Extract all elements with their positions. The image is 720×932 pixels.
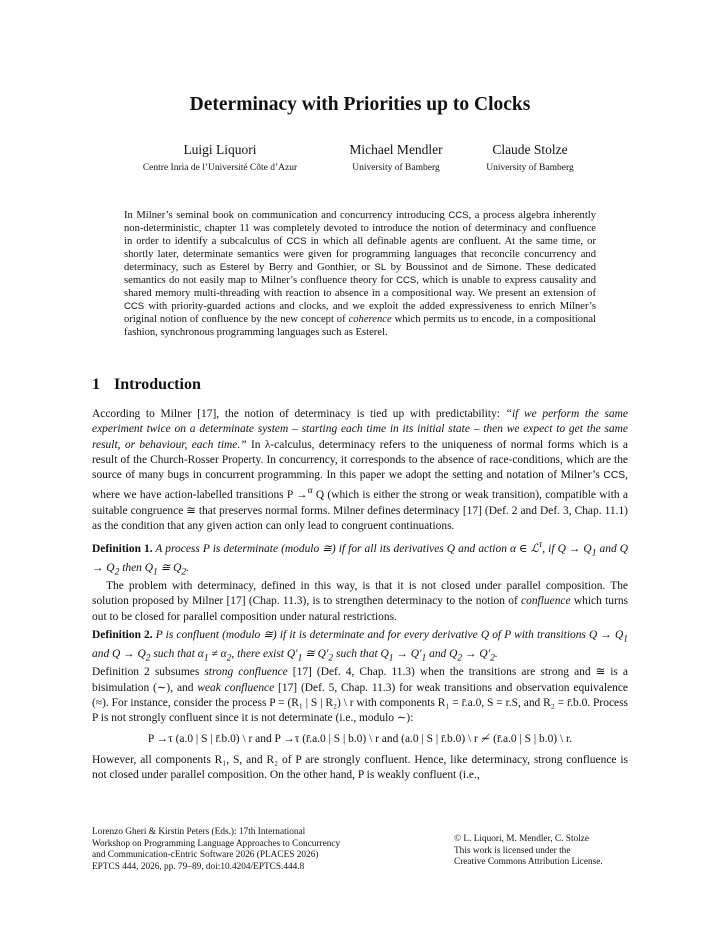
paragraph-4: However, all components R₁, S, and R₂ of P are strongly confluent. Hence, like determinacy, strong confluence is not closed under parallel composition. On the other hand, P is weakly confluent (i.e., — [92, 753, 628, 781]
paragraph-intro: According to Milner [17], the notion of determinacy is tied up with predictability: “if we perform the same experiment twice on a determinate system – starting each time in its initial state – then we expect to get the same result, or behaviour, each time.” In λ-calculus, determinacy refers to the uniqueness of normal forms which is a result of the Church-Rosser Property. In concurrency, it corresponds to the absence of race-conditions, which are the source of many bugs in concurrent programming. In this paper we adopt the setting and notation of Milner’s CCS, where we have action-labelled transitions P →$^\alpha$ Q (which is either the strong or weak transition), compatible with a suitable congruence ≅ that preserves normal forms. Milner defines determinacy [17] (Def. 2 and Def. 3, Chap. 11.1) as the condition that any given action can only lead to congruent continuations. — [92, 408, 628, 532]
footer-publication-info: Lorenzo Gheri & Kirstin Peters (Eds.): 17th International Workshop on Programming Language Approaches to Concurrency and Communication-cEntric Software 2026 (PLACES 2026) EPTCS 444, 2026, pp. 79–89, doi:10.4204/EPTCS.444.8 — [92, 827, 341, 872]
section-title: Introduction — [114, 376, 201, 393]
paragraph-2: The problem with determinacy, defined in this way, is that it is not closed under parallel composition. The solution proposed by Milner [17] (Chap. 11.3), is to strengthen determinacy to the notion of confluence which turns out to be closed for parallel composition under natural restrictions. — [92, 580, 628, 623]
paper-title: Determinacy with Priorities up to Clocks — [189, 94, 531, 115]
definition-1: Definition 1. A process P is determinate (modulo ≅) if for all its derivatives Q and action α ∈ ℒ$^\tau$, if $Q \to Q_1$ and $Q \to Q_2$ then $Q_1$ ≅ $Q_2$. — [92, 539, 628, 577]
author-name: Luigi Liquori — [183, 142, 257, 157]
author-affiliation: Centre Inria de l’Université Côte d’Azur — [142, 163, 298, 173]
display-equation: P →τ (a.0 | S | r̄.b.0) \ r and P →τ (r̄.a.0 | S | b.0) \ r and (a.0 | S | r̄.b.0) \ r ≁ (r̄.a.0 | S | b.0) \ r. — [147, 733, 573, 746]
section-heading — [92, 376, 201, 394]
author-name: Michael Mendler — [349, 142, 443, 157]
definition-2: Definition 2. P is confluent (modulo ≅) if it is determinate and for every derivative Q of P with transitions $Q \to Q_1$ and $Q \to Q_2$ such that $\alpha_1 \ne \alpha_2$, there exist $Q'_1$ ≅ $Q'_2$ such that $Q_1 \to Q'_1$ and $Q_2 \to Q'_2$. — [92, 629, 628, 663]
abstract: In Milner’s seminal book on communication and concurrency introducing CCS, a process algebra inherently non-deterministic, chapter 11 was completely devoted to introduce the notion of determinacy and confluence in order to identify a subcalculus of CCS in which all definable agents are confluent. At the same time, or shortly later, determinate semantics were given for programming languages that reconcile concurrency and determinacy, such as Esterel by Berry and Gonthier, or SL by Boussinot and de Simone. These dedicated semantics do not easily map to Milner’s confluence theory for CCS, which is unable to express causality and shared memory multi-threading with reaction to absence in a compositional way. We present an extension of CCS with priority-guarded actions and clocks, and we exploit the added expressiveness to enrich Milner’s original notion of confluence by the new concept of coherence which permits us to encode, in a compositional fashion, synchronous programming languages such as Esterel. — [124, 210, 597, 339]
body-text — [92, 407, 628, 783]
author-3 — [472, 142, 588, 173]
section-number: 1 — [92, 376, 100, 393]
author-1 — [120, 142, 320, 173]
author-name: Claude Stolze — [492, 142, 568, 157]
author-affiliation: University of Bamberg — [486, 163, 574, 173]
footer-license: © L. Liquori, M. Mendler, C. Stolze This work is licensed under the Creative Commons Attribution License. — [454, 834, 603, 868]
author-2 — [336, 142, 456, 173]
paragraph-3: Definition 2 subsumes strong confluence [17] (Def. 4, Chap. 11.3) when the transitions are strong and ≅ is a bisimulation (∼), and weak confluence [17] (Def. 5, Chap. 11.3) for weak transitions and observation equivalence (≈). For instance, consider the process P = (R₁ | S | R₂) \ r with components R₁ = r̄.a.0, S = r.S, and R₂ = r̄.b.0. Process P is not strongly confluent since it is not determinate (i.e., modulo ∼): — [92, 666, 629, 725]
author-affiliation: University of Bamberg — [352, 163, 440, 173]
